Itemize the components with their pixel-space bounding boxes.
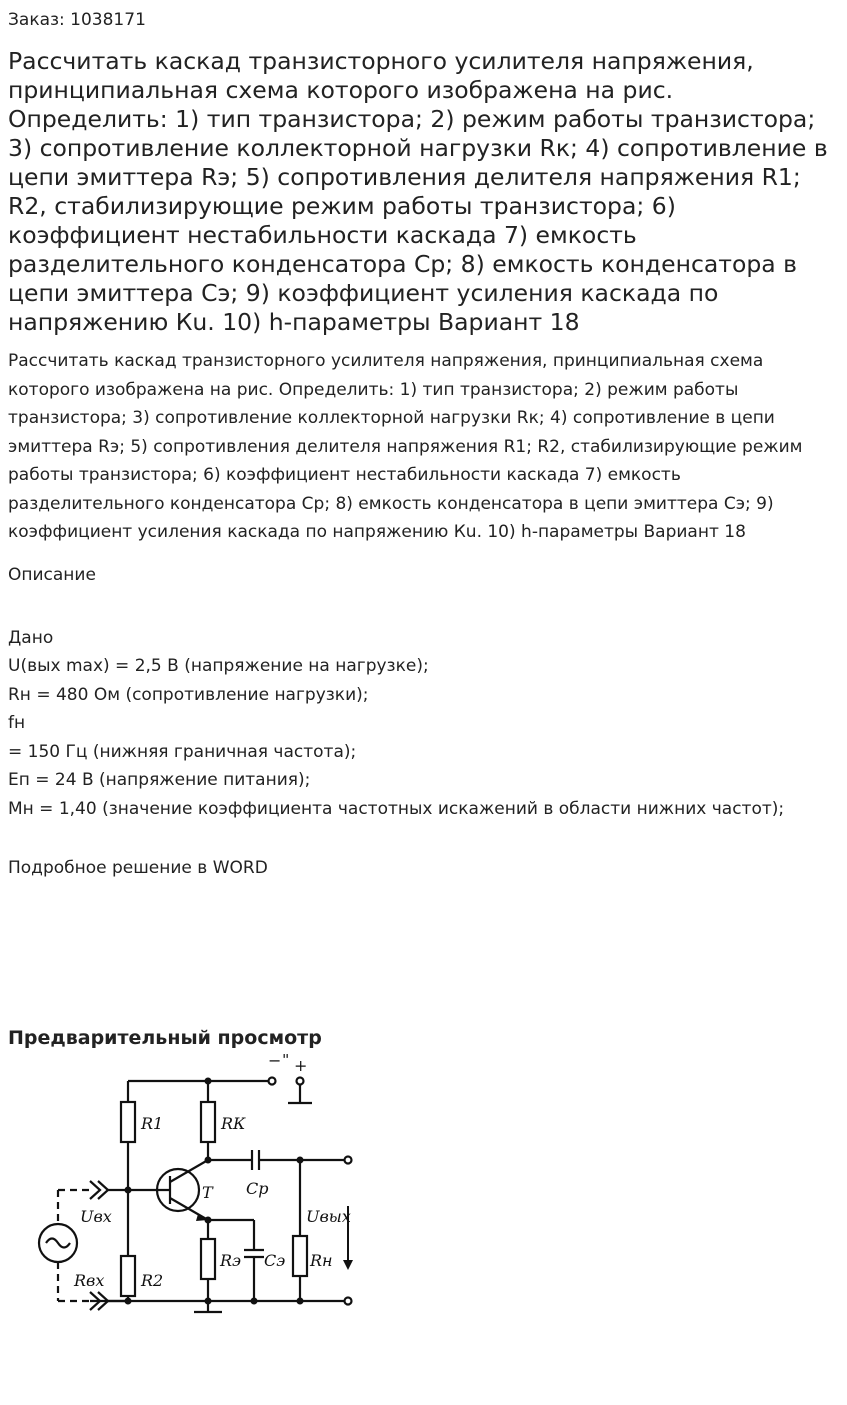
given-line: = 150 Гц (нижняя граничная частота); (8, 741, 357, 762)
circuit-schematic (28, 1054, 368, 1324)
label-re: Rэ (220, 1250, 242, 1270)
output-terminal-bottom (345, 1297, 352, 1304)
label-uvx: Uвх (80, 1206, 112, 1226)
resistor-rn (293, 1236, 307, 1276)
given-line: Мн = 1,40 (значение коэффициента частотных искажений в области нижних частот); (8, 799, 785, 820)
label-rvx: Rвх (74, 1270, 105, 1290)
label-uvyx: Uвых (306, 1206, 351, 1226)
given-heading: Дано (8, 627, 54, 648)
resistor-r2 (121, 1256, 135, 1296)
preview-heading: Предварительный просмотр (8, 1026, 322, 1049)
label-plus: + (294, 1055, 308, 1075)
label-rn: Rн (310, 1250, 333, 1270)
task-text: Рассчитать каскад транзисторного усилителя напряжения, принципиальная схема которого изображена на рис. Определить: 1) тип транзистора; 2) режим работы транзистора; 3) сопротивление коллекторной нагрузки Rк; 4) сопротивление в цепи эмиттера Rэ; 5) сопротивления делителя напряжения R1; R2, стабилизирующие режим работы транзистора; 6) коэффициент нестабильности каскада 7) емкость разделительного конденсатора Ср; 8) емкость конденсатора в цепи эмиттера Сэ; 9) коэффициент усиления каскада по напряжению Кu. 10) h-параметры Вариант 18 (8, 351, 803, 542)
label-r2: R2 (141, 1270, 164, 1290)
label-cp: Cp (246, 1178, 269, 1198)
resistor-rk (201, 1102, 215, 1142)
order-number: Заказ: 1038171 (8, 10, 146, 30)
label-rk: RК (221, 1113, 246, 1133)
label-minus: − (268, 1053, 282, 1070)
supply-terminal-minus (269, 1077, 276, 1084)
given-line: Еп = 24 В (напряжение питания); (8, 770, 311, 791)
page (0, 9, 847, 1324)
supply-terminal-plus (297, 1077, 304, 1084)
label-quote: " (282, 1053, 290, 1069)
output-arrow-icon (343, 1260, 353, 1270)
description-label: Описание (8, 564, 96, 585)
label-ce: Cэ (264, 1250, 286, 1270)
input-terminal-top (90, 1181, 108, 1199)
output-terminal-top (345, 1156, 352, 1163)
given-line: U(вых max) = 2,5 В (напряжение на нагрузке); (8, 656, 429, 677)
resistor-r1 (121, 1102, 135, 1142)
solution-note: Подробное решение в WORD (8, 857, 268, 878)
label-t: T (202, 1182, 213, 1202)
label-r1: R1 (141, 1113, 164, 1133)
given-line: fн (8, 713, 26, 734)
given-block (8, 624, 839, 824)
page-title: Рассчитать каскад транзисторного усилителя напряжения, принципиальная схема которого изображена на рис. Определить: 1) тип транзистора; 2) режим работы транзистора; 3) сопротивление коллекторной нагрузки Rк; 4) сопротивление в цепи эмиттера Rэ; 5) сопротивления делителя напряжения R1; R2, стабилизирующие режим работы транзистора; 6) коэффициент нестабильности каскада 7) емкость разделительного конденсатора Ср; 8) емкость конденсатора в цепи эмиттера Сэ; 9) коэффициент усиления каскада по напряжению Кu. 10) h-параметры Вариант 18 (8, 47, 828, 336)
resistor-re (201, 1239, 215, 1279)
given-line: Rн = 480 Ом (сопротивление нагрузки); (8, 684, 369, 705)
